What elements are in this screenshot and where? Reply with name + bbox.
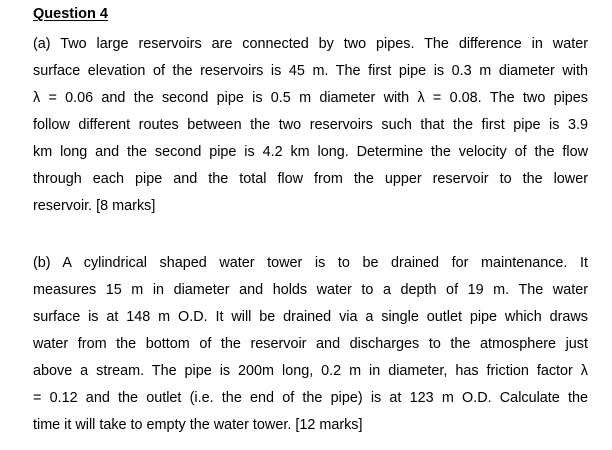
- part-a-line-2: surface elevation of the reservoirs is 45 m. The first pipe is 0.3 m diameter with: [33, 63, 588, 79]
- part-a-line-6: through each pipe and the total flow from the upper reservoir to the lower: [33, 171, 588, 187]
- part-b-line-7: time it will take to empty the water tower. [12 marks]: [33, 417, 363, 433]
- part-b-line-3: surface is at 148 m O.D. It will be drained via a single outlet pipe which draws: [33, 309, 588, 325]
- part-b-line-4: water from the bottom of the reservoir and discharges to the atmosphere just: [33, 336, 588, 352]
- part-a-line-3: λ = 0.06 and the second pipe is 0.5 m diameter with λ = 0.08. The two pipes: [33, 90, 588, 106]
- part-b-line-1: (b) A cylindrical shaped water tower is to be drained for maintenance. It: [33, 255, 588, 271]
- part-a-line-4: follow different routes between the two reservoirs such that the first pipe is 3.9: [33, 117, 588, 133]
- part-b-line-5: above a stream. The pipe is 200m long, 0.2 m in diameter, has friction factor λ: [33, 363, 588, 379]
- part-a-line-5: km long and the second pipe is 4.2 km long. Determine the velocity of the flow: [33, 144, 588, 160]
- part-b-line-6: = 0.12 and the outlet (i.e. the end of the pipe) is at 123 m O.D. Calculate the: [33, 390, 588, 406]
- part-a-line-7: reservoir. [8 marks]: [33, 198, 156, 214]
- question-title: Question 4: [33, 6, 108, 22]
- part-a-line-1: (a) Two large reservoirs are connected by two pipes. The difference in water: [33, 36, 588, 52]
- part-b-line-2: measures 15 m in diameter and holds water to a depth of 19 m. The water: [33, 282, 588, 298]
